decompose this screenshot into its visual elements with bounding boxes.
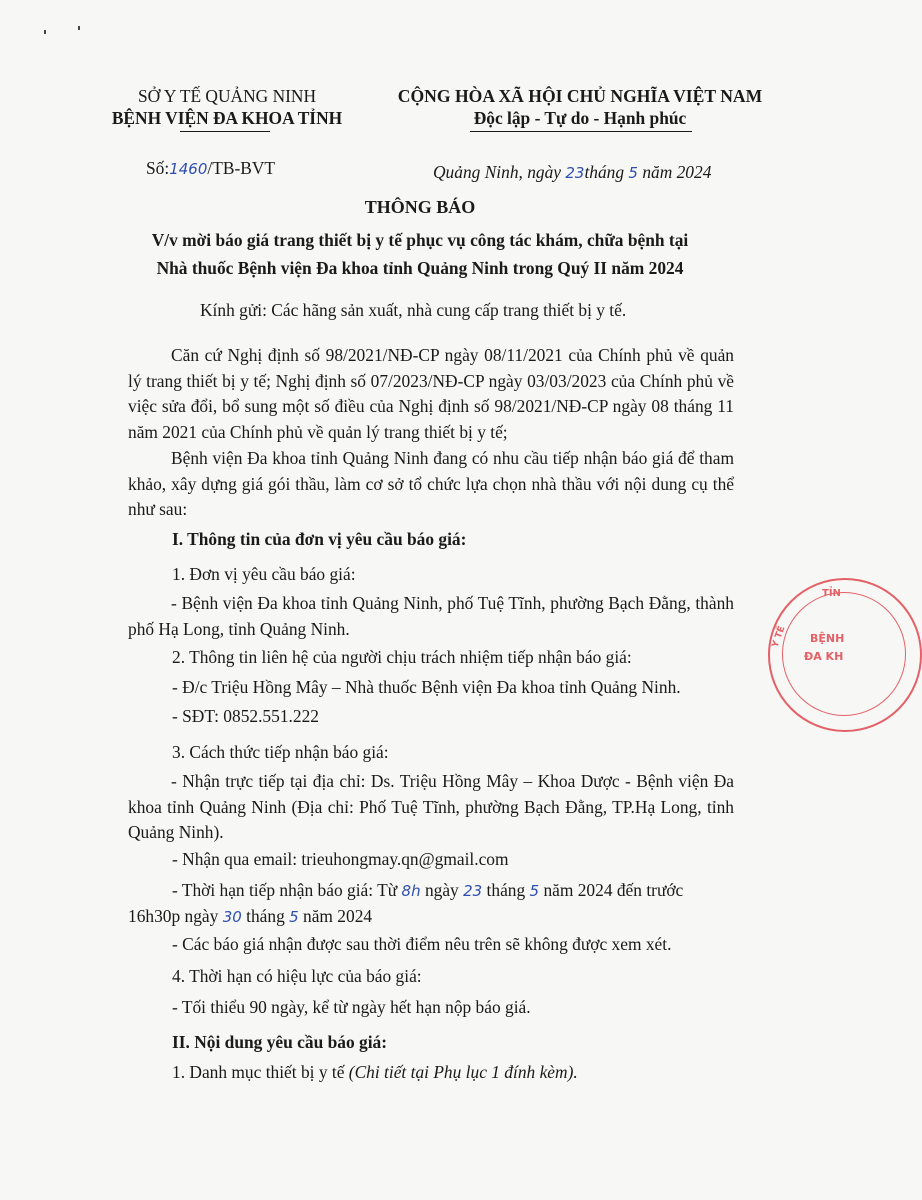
purpose-paragraph: Bệnh viện Đa khoa tỉnh Quảng Ninh đang có nhu cầu tiếp nhận báo giá để tham khảo, xây dựng giá gói thầu, làm cơ sở tổ chức lựa chọn nhà thầu với nội dung cụ thể như sau: [128,448,734,519]
deadline-month1-handwritten: 5 [529,882,540,900]
motto-underline [470,131,692,132]
nation-title: CỘNG HÒA XÃ HỘI CHỦ NGHĨA VIỆT NAM [397,86,763,106]
org-name: BỆNH VIỆN ĐA KHOA TỈNH [111,108,343,128]
item-4-detail: - Tối thiểu 90 ngày, kể từ ngày hết hạn nộp báo giá. [172,997,531,1017]
item-3-title: 3. Cách thức tiếp nhận báo giá: [172,742,389,762]
document-date [433,162,711,183]
stamp-text-left: Y TẾ [770,624,788,650]
item-2-phone: - SĐT: 0852.551.222 [172,706,319,726]
sec2-item1-text: 1. Danh mục thiết bị y tế [172,1062,349,1082]
doc-no-handwritten: 1460 [169,160,208,178]
section-2-item-1 [172,1062,578,1083]
legal-basis-paragraph: Căn cứ Nghị định số 98/2021/NĐ-CP ngày 08/11/2021 của Chính phủ về quản lý trang thiết bị y tế; Nghị định số 07/2023/NĐ-CP ngày 03/03/2023 của Chính phủ về việc sửa đổi, bổ sung một số điều của Nghị định số 98/2021/NĐ-CP ngày 08 tháng 11 năm 2021 của Chính phủ về quản lý trang thiết bị y tế; [128,345,734,442]
date-year: năm 2024 [637,162,712,182]
recipient: Kính gửi: Các hãng sản xuất, nhà cung cấp trang thiết bị y tế. [200,300,627,320]
doc-no-suffix: /TB-BVT [207,158,276,178]
late-note: - Các báo giá nhận được sau thời điểm nêu trên sẽ không được xem xét. [172,934,672,954]
item-3-email: - Nhận qua email: trieuhongmay.qn@gmail.com [172,849,509,869]
red-stamp [768,578,922,732]
document-heading: THÔNG BÁO [364,197,476,217]
deadline-month2-handwritten: 5 [289,908,299,926]
org-underline [180,131,270,132]
stamp-text-top: TỈN [822,588,841,599]
motto: Độc lập - Tự do - Hạnh phúc [473,108,687,128]
deadline-text-b: ngày [420,880,464,900]
deadline-line-1 [172,880,683,901]
stamp-text-mid1: BỆNH [810,632,845,645]
section-2-title: II. Nội dung yêu cầu báo giá: [172,1032,388,1052]
date-month-handwritten: 5 [628,164,638,182]
deadline-day2-handwritten: 30 [222,908,242,926]
deadline-text-g: năm 2024 [298,906,373,926]
deadline-text-c: tháng [482,880,530,900]
stamp-inner-ring [782,592,906,716]
deadline-hour-handwritten: 8h [401,882,421,900]
deadline-line-2 [128,906,372,927]
date-place: Quảng Ninh, ngày [433,162,566,182]
doc-no-prefix: Số: [146,158,170,178]
deadline-text-a: - Thời hạn tiếp nhận báo giá: Từ [172,880,402,900]
deadline-day1-handwritten: 23 [463,882,483,900]
deadline-text-f: tháng [241,906,290,926]
item-1-title: 1. Đơn vị yêu cầu báo giá: [172,564,356,584]
subject-line-1: V/v mời báo giá trang thiết bị y tế phục vụ công tác khám, chữa bệnh tại [151,230,689,250]
item-2-contact: - Đ/c Triệu Hồng Mây – Nhà thuốc Bệnh viện Đa khoa tỉnh Quảng Ninh. [172,677,681,697]
scan-speck [78,26,80,30]
deadline-text-e: 16h30p ngày [128,906,223,926]
item-3-direct: - Nhận trực tiếp tại địa chỉ: Ds. Triệu Hồng Mây – Khoa Dược - Bệnh viện Đa khoa tỉnh Quảng Ninh (Địa chỉ: Phố Tuệ Tĩnh, phường Bạch Đằng, TP.Hạ Long, tỉnh Quảng Ninh). [128,771,734,842]
deadline-text-d: năm 2024 đến trước [539,880,684,900]
date-day-handwritten: 23 [565,164,585,182]
section-1-title: I. Thông tin của đơn vị yêu cầu báo giá: [172,529,467,549]
subject-line-2: Nhà thuốc Bệnh viện Đa khoa tỉnh Quảng Ninh trong Quý II năm 2024 [156,258,684,278]
item-2-title: 2. Thông tin liên hệ của người chịu trách nhiệm tiếp nhận báo giá: [172,647,632,667]
scan-speck [44,30,46,34]
org-parent: SỞ Y TẾ QUẢNG NINH [137,86,317,106]
sec2-item1-note: (Chi tiết tại Phụ lục 1 đính kèm). [348,1062,578,1082]
date-month-label: tháng [584,162,629,182]
document-number [146,158,275,179]
stamp-text-mid2: ĐA KH [804,650,844,663]
item-4-title: 4. Thời hạn có hiệu lực của báo giá: [172,966,422,986]
item-1-detail: - Bệnh viện Đa khoa tỉnh Quảng Ninh, phố Tuệ Tĩnh, phường Bạch Đằng, thành phố Hạ Long, tỉnh Quảng Ninh. [128,593,734,639]
